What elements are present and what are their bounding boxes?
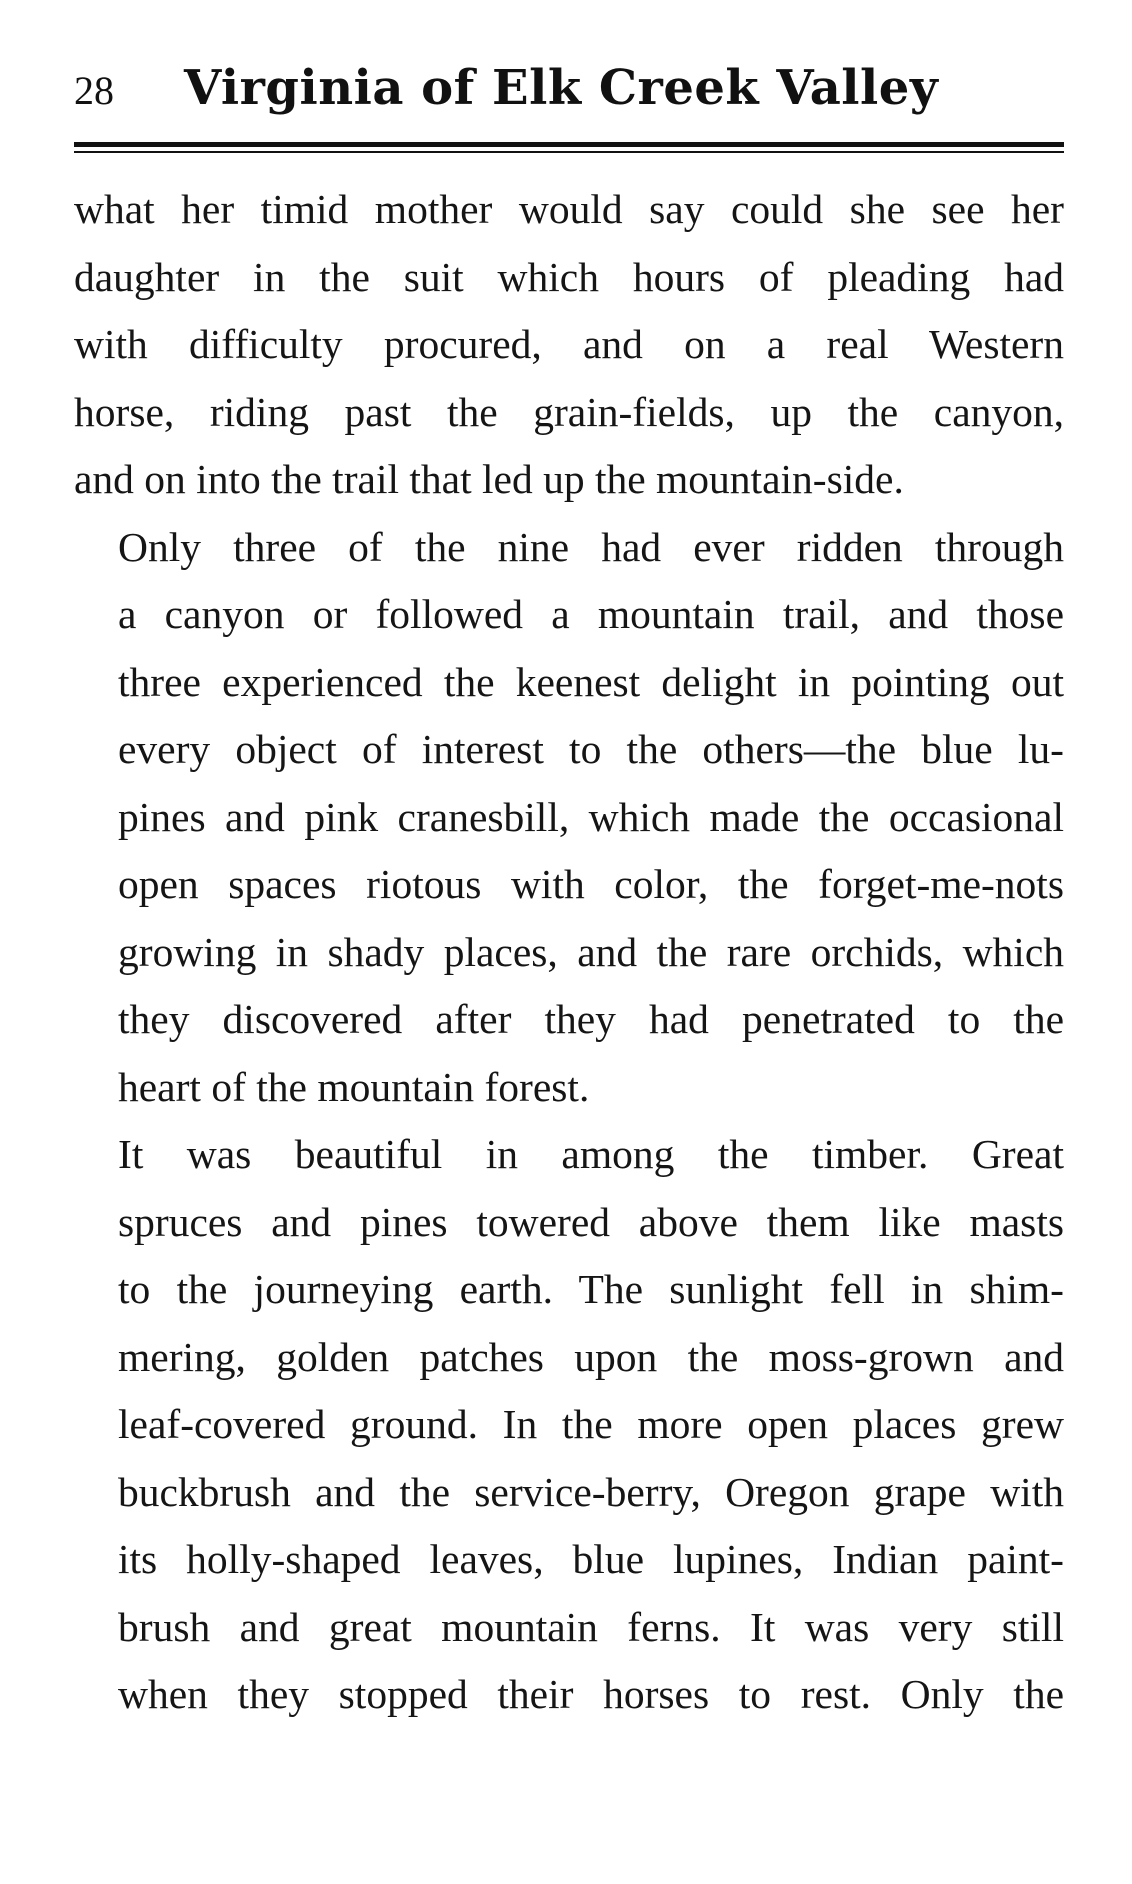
running-head (74, 60, 1064, 138)
text-line: three experienced the keenest delight in pointing out (118, 658, 1064, 705)
header-rule (74, 142, 1064, 156)
text-line: daughter in the suit which hours of pleading had (74, 253, 1064, 300)
text-line: its holly-shaped leaves, blue lupines, Indian paint- (118, 1536, 1064, 1582)
text-line: when they stopped their horses to rest. Only the (118, 1671, 1064, 1717)
text-line: horse, riding past the grain-fields, up the canyon, (74, 388, 1064, 435)
paragraph-3 (74, 1121, 1064, 1729)
text-line: what her timid mother would say could she see her (74, 186, 1064, 232)
text-line: heart of the mountain forest. (118, 1063, 590, 1110)
text-line: they discovered after they had penetrated to the (118, 996, 1064, 1042)
text-line: every object of interest to the others—the blue lu- (118, 726, 1064, 772)
book-page (74, 60, 1064, 1729)
text-line: with difficulty procured, and on a real Western (74, 321, 1064, 367)
text-line: to the journeying earth. The sunlight fell in shim- (118, 1266, 1064, 1312)
text-line: buckbrush and the service-berry, Oregon grape with (118, 1468, 1064, 1515)
page-number: 28 (74, 68, 114, 113)
book-title: Virginia of Elk Creek Valley (184, 60, 939, 116)
body-text (74, 176, 1064, 1729)
text-line: mering, golden patches upon the moss-grown and (118, 1333, 1064, 1380)
text-line: spruces and pines towered above them like masts (118, 1198, 1064, 1245)
text-line: a canyon or followed a mountain trail, and those (118, 591, 1064, 637)
text-line: and on into the trail that led up the mountain-side. (74, 456, 904, 502)
text-line: open spaces riotous with color, the forget-me-nots (118, 861, 1064, 907)
header-rule-thin (74, 151, 1064, 153)
header-rule-thick (74, 142, 1064, 147)
text-line: brush and great mountain ferns. It was very still (118, 1603, 1064, 1650)
text-line: It was beautiful in among the timber. Great (118, 1131, 1064, 1177)
paragraph-1 (74, 176, 1064, 514)
text-line: leaf-covered ground. In the more open places grew (118, 1401, 1064, 1447)
text-line: growing in shady places, and the rare orchids, which (118, 928, 1064, 975)
text-line: Only three of the nine had ever ridden through (118, 523, 1064, 570)
text-line: pines and pink cranesbill, which made the occasional (118, 793, 1064, 840)
paragraph-2 (74, 514, 1064, 1122)
